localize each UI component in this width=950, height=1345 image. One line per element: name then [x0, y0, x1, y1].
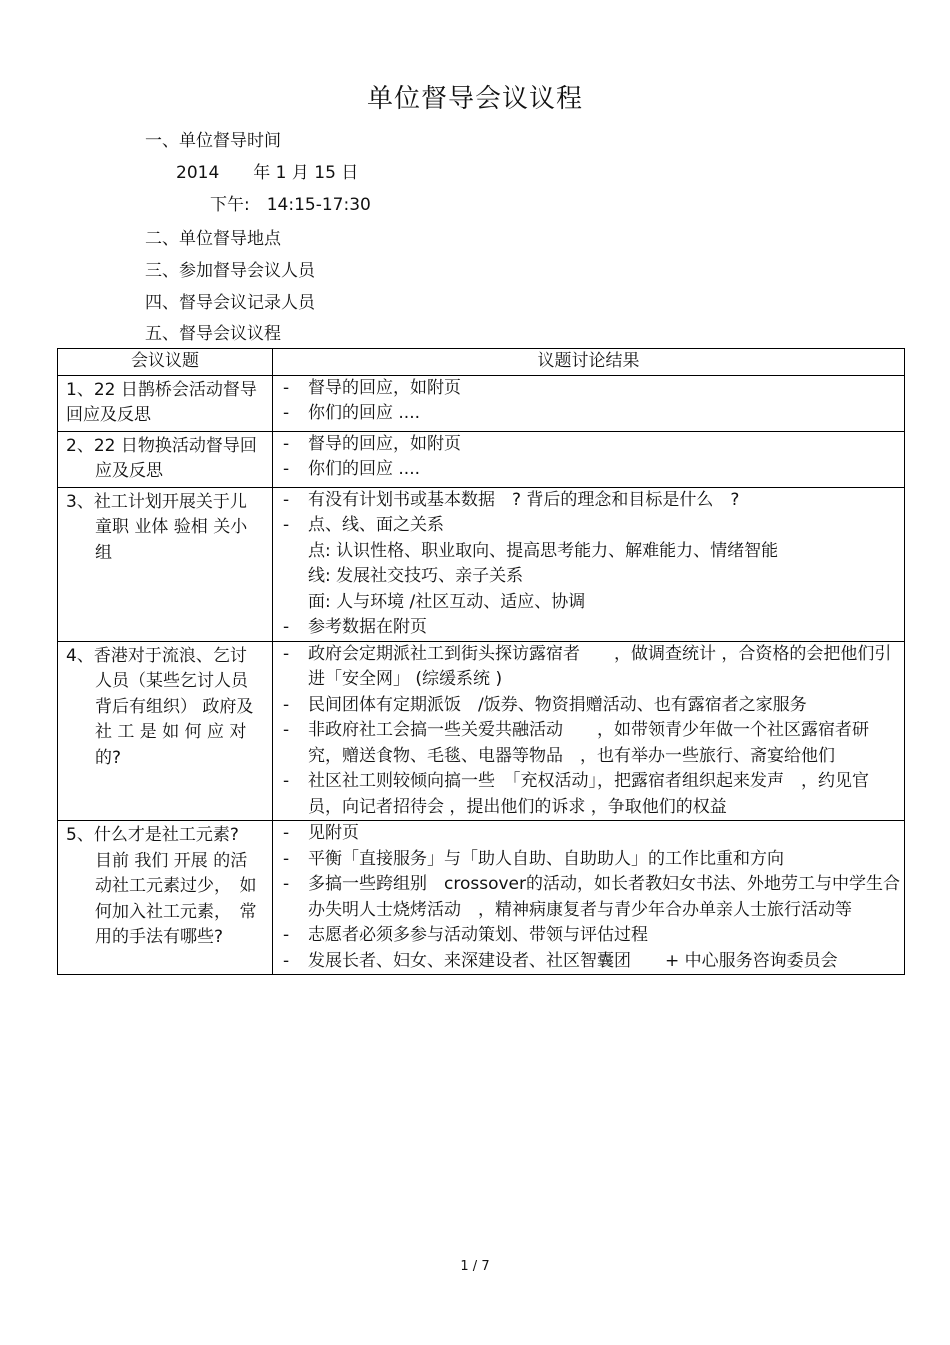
agenda-result-cell	[273, 375, 905, 431]
agenda-topic-title: 2、22 日物换活动督导回	[66, 435, 257, 456]
result-bullet-item: - 发展长者、妇女、来深建设者、社区智囊团 + 中心服务咨询委员会	[281, 949, 900, 975]
table-row	[58, 375, 905, 431]
result-bullet-item: - 督导的回应，如附页	[281, 376, 900, 402]
agenda-heading: 五、督导会议议程	[145, 324, 281, 344]
meeting-time: 下午: 14:15-17:30	[210, 195, 371, 215]
result-bullet-item: - 非政府社工会搞一些关爱共融活动 ，如带领青少年做一个社区露宿者研究，赠送食物、毛毯、电器等物品 ，也有举办一些旅行、斋宴给他们	[281, 718, 900, 769]
agenda-topic-continuation: 回应及反思	[66, 405, 151, 425]
result-bullet-item: - 你们的回应 ....	[281, 401, 900, 427]
result-bullet-item: - 见附页	[281, 821, 900, 847]
page-title: 单位督导会议议程	[366, 84, 583, 114]
result-bullet-item: - 民间团体有定期派饭 /饭券、物资捐赠活动、也有露宿者之家服务	[281, 693, 900, 719]
agenda-result-cell	[273, 431, 905, 487]
table-row	[58, 821, 905, 975]
agenda-topic-detail: 目前 我们 开展 的活动社工元素过少， 如何加入社工元素， 常用的手法有哪些?	[95, 850, 257, 947]
agenda-topic-cell	[58, 821, 273, 975]
table-row	[58, 431, 905, 487]
agenda-result-cell	[273, 821, 905, 975]
result-bullet-item: - 有没有计划书或基本数据 ? 背后的理念和目标是什么 ?	[281, 488, 900, 514]
result-bullet-item: - 督导的回应，如附页	[281, 432, 900, 458]
result-bullet-item: - 社区社工则较倾向搞一些 「充权活动」，把露宿者组织起来发声 ，约见官员，向记者招待会 ，提出他们的诉求 ，争取他们的权益	[281, 769, 900, 820]
agenda-table	[57, 348, 905, 975]
time-heading: 一、单位督导时间	[145, 131, 281, 151]
result-bullet-item: - 多搞一些跨组别 crossover的活动，如长者教妇女书法、外地劳工与中学生合办失明人士烧烤活动 ，精神病康复者与青少年合办单亲人士旅行活动等	[281, 872, 900, 923]
agenda-topic-title: 3、社工计划开展关于儿	[66, 491, 247, 512]
agenda-topic-cell	[58, 431, 273, 487]
column-header-topic: 会议议题	[58, 349, 273, 376]
agenda-result-cell	[273, 641, 905, 821]
agenda-topic-cell	[58, 641, 273, 821]
agenda-topic-title: 5、什么才是社工元素?	[66, 825, 239, 845]
column-header-result: 议题讨论结果	[273, 349, 905, 376]
result-bullet-item: - 你们的回应 ....	[281, 457, 900, 483]
result-bullet-item: - 政府会定期派社工到街头探访露宿者 ，做调查统计 ，合资格的会把他们引进「安全网」 (综缓系统 )	[281, 642, 900, 693]
page-number: 1 / 7	[460, 1259, 490, 1274]
agenda-topic-cell	[58, 375, 273, 431]
result-bullet-item: - 参考数据在附页	[281, 615, 900, 641]
result-sub-item: 面: 人与环境 /社区互动、适应、协调	[308, 591, 586, 612]
agenda-topic-title: 4、香港对于流浪、乞讨	[66, 645, 247, 666]
agenda-topic-detail: 人员（某些乞讨人员背后有组织） 政府及社 工 是 如 何 应 对的?	[95, 671, 254, 768]
table-header-row	[58, 349, 905, 376]
result-bullet-item: - 志愿者必须多参与活动策划、带领与评估过程	[281, 923, 900, 949]
agenda-topic-detail: 应及反思	[95, 461, 163, 481]
result-sub-item: 点: 认识性格、职业取向、提高思考能力、解难能力、情绪智能	[308, 540, 779, 561]
agenda-topic-cell	[58, 487, 273, 641]
result-bullet-item: - 平衡「直接服务」与「助人自助、自助助人」的工作比重和方向	[281, 847, 900, 873]
agenda-topic-detail: 童职 业体 验相 关小组	[95, 517, 248, 563]
agenda-topic-title: 1、22 日鹊桥会活动督导	[66, 379, 257, 400]
meeting-date: 2014 年 1 月 15 日	[176, 163, 359, 183]
recorder-heading: 四、督导会议记录人员	[145, 293, 315, 313]
result-bullet-item: - 点、线、面之关系	[281, 513, 900, 539]
table-row	[58, 487, 905, 641]
table-row	[58, 641, 905, 821]
place-heading: 二、单位督导地点	[145, 229, 281, 249]
agenda-result-cell	[273, 487, 905, 641]
agenda-table-body	[58, 375, 905, 975]
attendees-heading: 三、参加督导会议人员	[145, 261, 315, 281]
result-sub-item: 线: 发展社交技巧、亲子关系	[308, 566, 524, 586]
